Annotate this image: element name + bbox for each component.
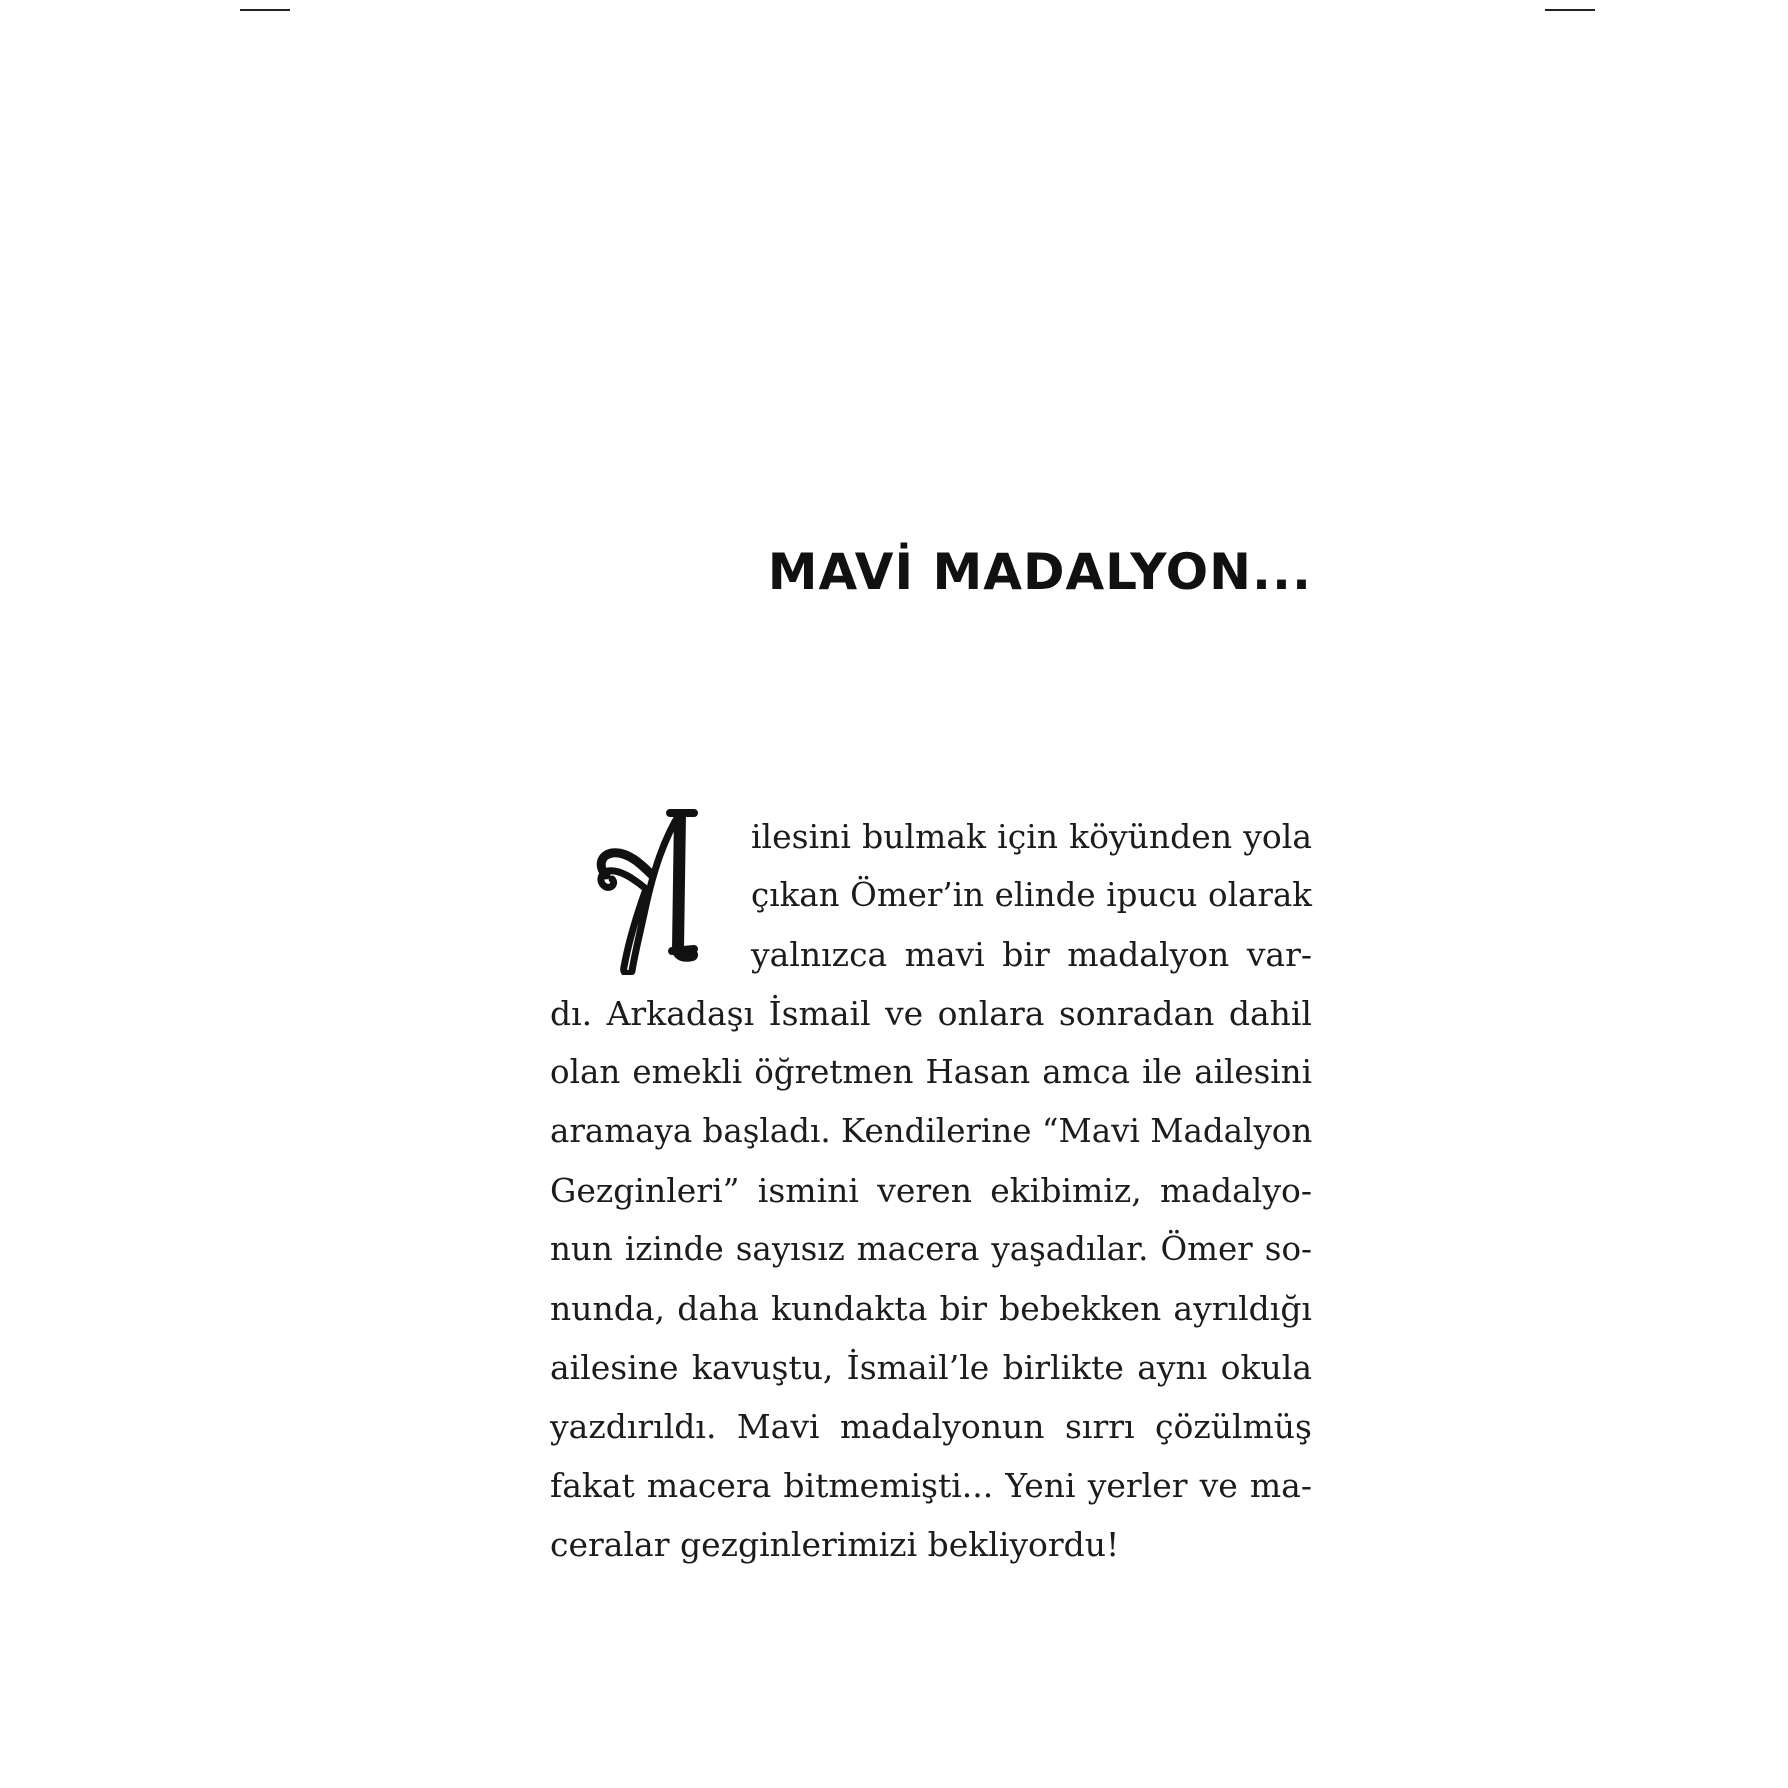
body-line-12: fakat macera bitmemişti... Yeni yerler ve ma- bbox=[550, 1466, 1312, 1505]
body-line-7: Gezginleri” ismini veren ekibimiz, madalyo- bbox=[550, 1171, 1312, 1210]
drop-cap bbox=[594, 809, 698, 975]
crop-mark-right bbox=[1545, 9, 1595, 11]
body-line-8: nun izinde sayısız macera yaşadılar. Ömer so- bbox=[550, 1230, 1312, 1268]
body-line-10: ailesine kavuştu, İsmail’le birlikte aynı okula bbox=[550, 1348, 1312, 1387]
body-text bbox=[550, 807, 1312, 1587]
body-line-3: yalnızca mavi bir madalyon var- bbox=[751, 935, 1312, 974]
body-line-9: nunda, daha kundakta bir bebekken ayrıldığı bbox=[550, 1289, 1312, 1328]
body-line-4: dı. Arkadaşı İsmail ve onlara sonradan dahil bbox=[550, 994, 1312, 1033]
body-line-6: aramaya başladı. Kendilerine “Mavi Madalyon bbox=[550, 1112, 1313, 1150]
body-line-1: ilesini bulmak için köyünden yola bbox=[751, 817, 1312, 856]
body-line-11: yazdırıldı. Mavi madalyonun sırrı çözülmüş bbox=[550, 1407, 1312, 1446]
body-line-13: ceralar gezginlerimizi bekliyordu! bbox=[550, 1525, 1120, 1564]
body-line-5: olan emekli öğretmen Hasan amca ile ailesini bbox=[550, 1053, 1312, 1091]
chapter-title: MAVİ MADALYON... bbox=[767, 543, 1312, 601]
drop-cap-glyph bbox=[594, 809, 698, 975]
body-line-2: çıkan Ömer’in elinde ipucu olarak bbox=[751, 876, 1312, 914]
crop-mark-left bbox=[240, 9, 290, 11]
